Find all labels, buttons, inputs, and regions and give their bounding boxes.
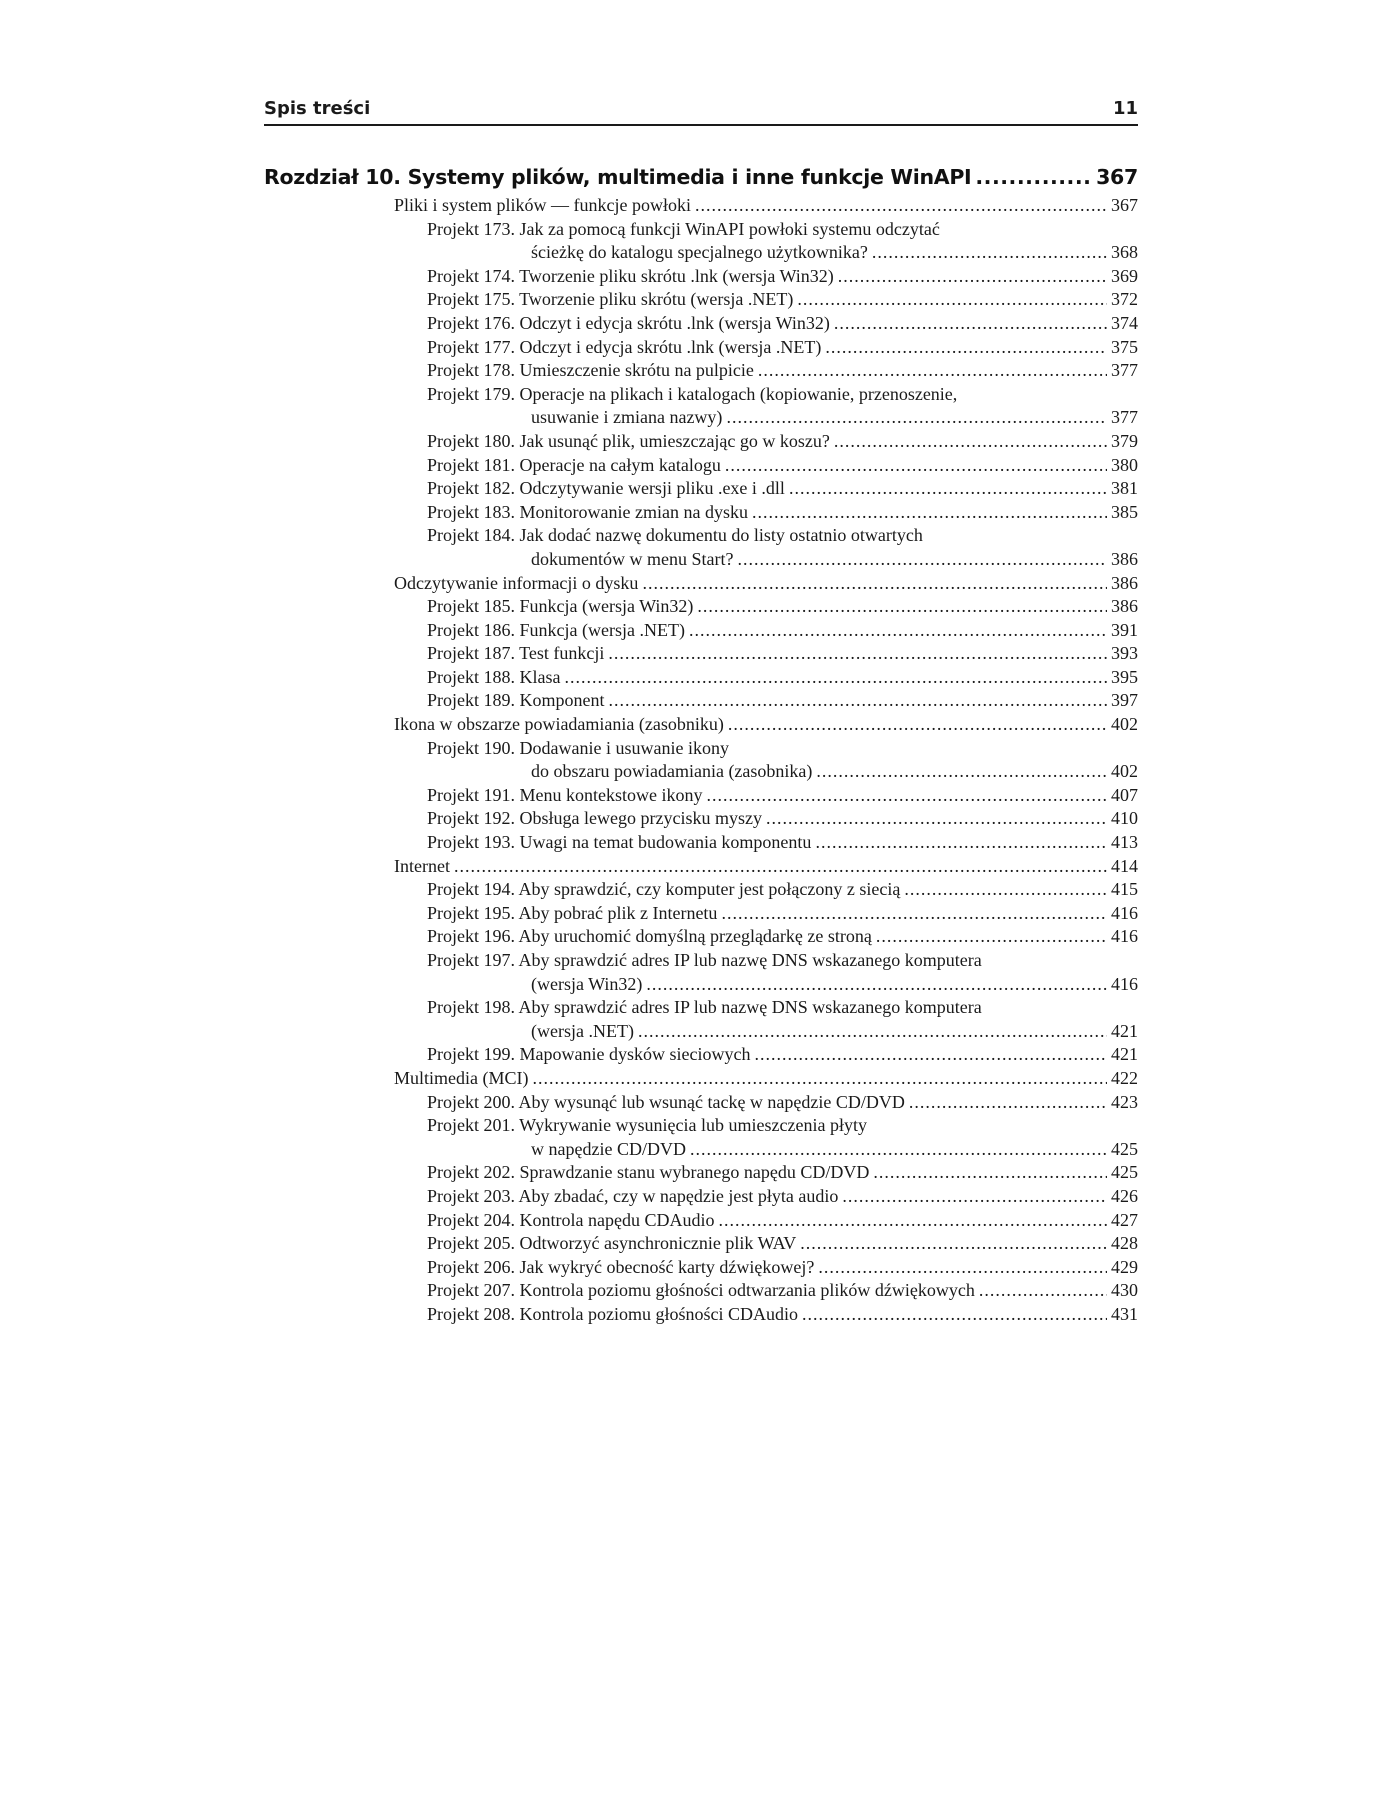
toc-entry-text: Projekt 178. Umieszczenie skrótu na pulpicie xyxy=(427,360,754,381)
toc-section xyxy=(264,855,1138,879)
dot-leader xyxy=(725,454,1107,478)
dot-leader xyxy=(816,760,1107,784)
toc-entry-page: 407 xyxy=(1111,784,1138,805)
toc-entry-text: Projekt 184. Jak dodać nazwę dokumentu do listy ostatnio otwartych xyxy=(427,525,923,546)
toc-entry-page: 415 xyxy=(1111,879,1138,900)
toc-entry-text: Projekt 185. Funkcja (wersja Win32) xyxy=(427,596,694,617)
dot-leader xyxy=(979,1279,1107,1303)
toc-entry-text: Pliki i system plików — funkcje powłoki xyxy=(394,195,691,215)
toc-entry-text: Projekt 198. Aby sprawdzić adres IP lub nazwę DNS wskazanego komputera xyxy=(427,997,982,1018)
toc-entry-page: 385 xyxy=(1111,501,1138,522)
toc-entry-continuation xyxy=(264,241,1138,265)
toc-entry-page: 386 xyxy=(1111,548,1138,569)
toc-entry-text: Projekt 183. Monitorowanie zmian na dysku xyxy=(427,501,748,522)
dot-leader xyxy=(802,1303,1107,1327)
dot-leader xyxy=(564,666,1107,690)
toc-entry xyxy=(264,1256,1138,1280)
toc-entry-page: 379 xyxy=(1111,430,1138,451)
dot-leader xyxy=(975,160,1092,194)
toc-entry-text: Projekt 173. Jak za pomocą funkcji WinAPI powłoki systemu odczytać xyxy=(427,218,940,239)
dot-leader xyxy=(752,501,1107,525)
toc-entry-page: 431 xyxy=(1111,1303,1138,1324)
toc-entry xyxy=(264,831,1138,855)
dot-leader xyxy=(728,713,1107,737)
toc-entry xyxy=(264,1303,1138,1327)
toc-entry-page: 391 xyxy=(1111,619,1138,640)
toc-entry xyxy=(264,1185,1138,1209)
dot-leader xyxy=(766,807,1107,831)
dot-leader xyxy=(689,619,1107,643)
toc-entry-page: 416 xyxy=(1111,973,1138,994)
toc-entry-page: 393 xyxy=(1111,643,1138,664)
toc-entry xyxy=(264,784,1138,808)
toc-entry xyxy=(264,288,1138,312)
toc-entry-page: 426 xyxy=(1111,1185,1138,1206)
toc-entry-text: Projekt 180. Jak usunąć plik, umieszczając go w koszu? xyxy=(427,430,830,451)
toc-entry xyxy=(264,666,1138,690)
toc-entry-text: Projekt 188. Klasa xyxy=(427,666,561,687)
dot-leader xyxy=(815,831,1107,855)
dot-leader xyxy=(876,925,1107,949)
dot-leader xyxy=(726,406,1107,430)
toc-section xyxy=(264,194,1138,218)
toc-entry-text: Projekt 179. Operacje na plikach i katalogach (kopiowanie, przenoszenie, xyxy=(427,383,958,404)
toc-entry xyxy=(264,1232,1138,1256)
toc-entry-text: Projekt 175. Tworzenie pliku skrótu (wersja .NET) xyxy=(427,289,794,310)
dot-leader xyxy=(818,1256,1107,1280)
dot-leader xyxy=(797,288,1107,312)
dot-leader xyxy=(642,572,1107,596)
toc-entry-page: 416 xyxy=(1111,902,1138,923)
toc-entry xyxy=(264,336,1138,360)
dot-leader xyxy=(825,336,1107,360)
dot-leader xyxy=(909,1091,1107,1115)
toc-entry xyxy=(264,477,1138,501)
dot-leader xyxy=(838,265,1107,289)
toc-entry-page: 428 xyxy=(1111,1233,1138,1254)
dot-leader xyxy=(718,1209,1107,1233)
toc-entry-text: dokumentów w menu Start? xyxy=(531,548,734,569)
dot-leader xyxy=(690,1138,1107,1162)
toc-entry-text: Projekt 199. Mapowanie dysków sieciowych xyxy=(427,1044,751,1065)
toc-entry-text: Projekt 174. Tworzenie pliku skrótu .lnk (wersja Win32) xyxy=(427,265,834,286)
dot-leader xyxy=(873,1161,1107,1185)
toc-entry xyxy=(264,642,1138,666)
dot-leader xyxy=(454,855,1107,879)
dot-leader xyxy=(646,973,1107,997)
toc-entry-page: 429 xyxy=(1111,1256,1138,1277)
toc-entry-page: 377 xyxy=(1111,360,1138,381)
toc-entry-text: Projekt 181. Operacje na całym katalogu xyxy=(427,454,721,475)
dot-leader xyxy=(609,689,1108,713)
toc-entry-page: 425 xyxy=(1111,1138,1138,1159)
dot-leader xyxy=(532,1067,1107,1091)
toc-entry-continuation xyxy=(264,973,1138,997)
toc-entry-text: Projekt 195. Aby pobrać plik z Internetu xyxy=(427,902,718,923)
toc-entry-text: w napędzie CD/DVD xyxy=(531,1138,686,1159)
toc-entry xyxy=(264,595,1138,619)
toc-entry-text: Projekt 186. Funkcja (wersja .NET) xyxy=(427,619,685,640)
header-rule xyxy=(264,124,1138,126)
toc-entry-text: Projekt 204. Kontrola napędu CDAudio xyxy=(427,1209,715,1230)
toc-entry-page: 381 xyxy=(1111,478,1138,499)
toc-entry-text: Projekt 192. Obsługa lewego przycisku myszy xyxy=(427,808,762,829)
toc-entry xyxy=(264,1114,1138,1138)
toc-entry-page: 413 xyxy=(1111,832,1138,853)
toc-entry-page: 386 xyxy=(1111,572,1138,593)
toc-entry-page: 421 xyxy=(1111,1020,1138,1041)
toc-entry-page: 427 xyxy=(1111,1209,1138,1230)
dot-leader xyxy=(697,595,1107,619)
toc-entry-continuation xyxy=(264,548,1138,572)
toc-entry-text: Projekt 200. Aby wysunąć lub wsunąć tackę w napędzie CD/DVD xyxy=(427,1091,905,1112)
toc-entry-text: Ikona w obszarze powiadamiania (zasobniku) xyxy=(394,714,724,735)
toc-entry-text: Projekt 191. Menu kontekstowe ikony xyxy=(427,784,703,805)
toc-entry-text: ścieżkę do katalogu specjalnego użytkownika? xyxy=(531,242,868,263)
toc-entry-page: 372 xyxy=(1111,289,1138,310)
toc-section xyxy=(264,713,1138,737)
toc-entry xyxy=(264,902,1138,926)
dot-leader xyxy=(758,359,1107,383)
toc-entry xyxy=(264,430,1138,454)
toc-entry-text: do obszaru powiadamiania (zasobnika) xyxy=(531,761,813,782)
toc-entry-page: 367 xyxy=(1111,195,1138,215)
toc-entry-text: Projekt 197. Aby sprawdzić adres IP lub nazwę DNS wskazanego komputera xyxy=(427,950,982,970)
toc-entry-text: Internet xyxy=(394,855,450,876)
toc-entry-text: Projekt 205. Odtworzyć asynchronicznie plik WAV xyxy=(427,1233,797,1254)
dot-leader xyxy=(737,548,1107,572)
toc-entry-text: Projekt 189. Komponent xyxy=(427,690,605,711)
chapter-page: 367 xyxy=(1096,165,1138,189)
toc-entry-text: Projekt 203. Aby zbadać, czy w napędzie jest płyta audio xyxy=(427,1185,839,1206)
dot-leader xyxy=(754,1043,1107,1067)
toc-entry-text: usuwanie i zmiana nazwy) xyxy=(531,407,723,428)
toc-entry-text: (wersja Win32) xyxy=(531,973,643,994)
dot-leader xyxy=(695,194,1107,218)
chapter-title: Rozdział 10. Systemy plików, multimedia i inne funkcje WinAPI xyxy=(264,165,972,189)
toc-entry-text: Projekt 202. Sprawdzanie stanu wybranego napędu CD/DVD xyxy=(427,1162,870,1183)
toc-entry xyxy=(264,359,1138,383)
dot-leader xyxy=(904,878,1107,902)
running-header xyxy=(264,98,1138,124)
toc-entry-text: Projekt 177. Odczyt i edycja skrótu .lnk (wersja .NET) xyxy=(427,336,822,357)
dot-leader xyxy=(638,1020,1107,1044)
toc-entry-page: 410 xyxy=(1111,808,1138,829)
toc-entry xyxy=(264,925,1138,949)
toc-entry-page: 380 xyxy=(1111,454,1138,475)
toc-entry-text: Projekt 206. Jak wykryć obecność karty dźwiękowej? xyxy=(427,1256,815,1277)
toc-entry xyxy=(264,689,1138,713)
toc-entry-page: 416 xyxy=(1111,926,1138,947)
toc-section xyxy=(264,572,1138,596)
toc-entry xyxy=(264,619,1138,643)
dot-leader xyxy=(789,477,1107,501)
dot-leader xyxy=(834,430,1107,454)
dot-leader xyxy=(608,642,1107,666)
toc-entry-page: 421 xyxy=(1111,1044,1138,1065)
toc-entry-text: (wersja .NET) xyxy=(531,1020,634,1041)
toc-entry-continuation xyxy=(264,760,1138,784)
toc-entry xyxy=(264,312,1138,336)
toc-entry xyxy=(264,265,1138,289)
toc-entry xyxy=(264,949,1138,973)
toc-entry-page: 397 xyxy=(1111,690,1138,711)
toc-entry xyxy=(264,383,1138,407)
toc-entry-text: Projekt 194. Aby sprawdzić, czy komputer jest połączony z siecią xyxy=(427,879,901,900)
chapter-heading xyxy=(264,160,1138,194)
toc-entry xyxy=(264,1279,1138,1303)
toc-entry xyxy=(264,218,1138,242)
toc-entry-page: 425 xyxy=(1111,1162,1138,1183)
dot-leader xyxy=(706,784,1107,808)
dot-leader xyxy=(872,241,1107,265)
toc-entry-text: Projekt 196. Aby uruchomić domyślną przeglądarkę ze stroną xyxy=(427,926,872,947)
toc-entry-page: 386 xyxy=(1111,596,1138,617)
toc-entry xyxy=(264,524,1138,548)
header-section-title: Spis treści xyxy=(264,98,371,119)
table-of-contents xyxy=(264,160,1138,1327)
toc-entry-page: 377 xyxy=(1111,407,1138,428)
toc-entry-text: Multimedia (MCI) xyxy=(394,1067,529,1088)
toc-entry-page: 368 xyxy=(1111,242,1138,263)
toc-entry xyxy=(264,807,1138,831)
toc-entry-page: 414 xyxy=(1111,855,1138,876)
toc-entry-page: 402 xyxy=(1111,761,1138,782)
toc-entry-page: 369 xyxy=(1111,265,1138,286)
toc-entry xyxy=(264,1091,1138,1115)
toc-entry-page: 374 xyxy=(1111,312,1138,333)
toc-entry-text: Odczytywanie informacji o dysku xyxy=(394,572,639,593)
dot-leader xyxy=(721,902,1107,926)
toc-entry-continuation xyxy=(264,1020,1138,1044)
toc-entry-page: 402 xyxy=(1111,714,1138,735)
toc-entry-text: Projekt 193. Uwagi na temat budowania komponentu xyxy=(427,832,812,853)
toc-entry-text: Projekt 187. Test funkcji xyxy=(427,643,605,664)
toc-entry xyxy=(264,1209,1138,1233)
toc-entry-page: 422 xyxy=(1111,1067,1138,1088)
dot-leader xyxy=(800,1232,1107,1256)
toc-entry-text: Projekt 207. Kontrola poziomu głośności odtwarzania plików dźwiękowych xyxy=(427,1280,975,1301)
toc-entry-text: Projekt 176. Odczyt i edycja skrótu .lnk (wersja Win32) xyxy=(427,312,830,333)
toc-entry-page: 423 xyxy=(1111,1091,1138,1112)
toc-entry xyxy=(264,996,1138,1020)
toc-entry-page: 395 xyxy=(1111,666,1138,687)
toc-entry xyxy=(264,1161,1138,1185)
toc-entry xyxy=(264,501,1138,525)
toc-entry xyxy=(264,454,1138,478)
toc-entry-continuation xyxy=(264,406,1138,430)
toc-entry-text: Projekt 201. Wykrywanie wysunięcia lub umieszczenia płyty xyxy=(427,1115,867,1136)
toc-entry-text: Projekt 208. Kontrola poziomu głośności CDAudio xyxy=(427,1303,798,1324)
toc-entry-text: Projekt 182. Odczytywanie wersji pliku .exe i .dll xyxy=(427,478,785,499)
toc-entry-page: 375 xyxy=(1111,336,1138,357)
toc-entry-page: 430 xyxy=(1111,1280,1138,1301)
toc-entry xyxy=(264,878,1138,902)
toc-section xyxy=(264,1067,1138,1091)
toc-entry xyxy=(264,737,1138,761)
toc-entry xyxy=(264,1043,1138,1067)
dot-leader xyxy=(834,312,1107,336)
toc-entry-continuation xyxy=(264,1138,1138,1162)
toc-entry-text: Projekt 190. Dodawanie i usuwanie ikony xyxy=(427,737,729,758)
header-page-number: 11 xyxy=(1112,98,1138,119)
dot-leader xyxy=(842,1185,1107,1209)
